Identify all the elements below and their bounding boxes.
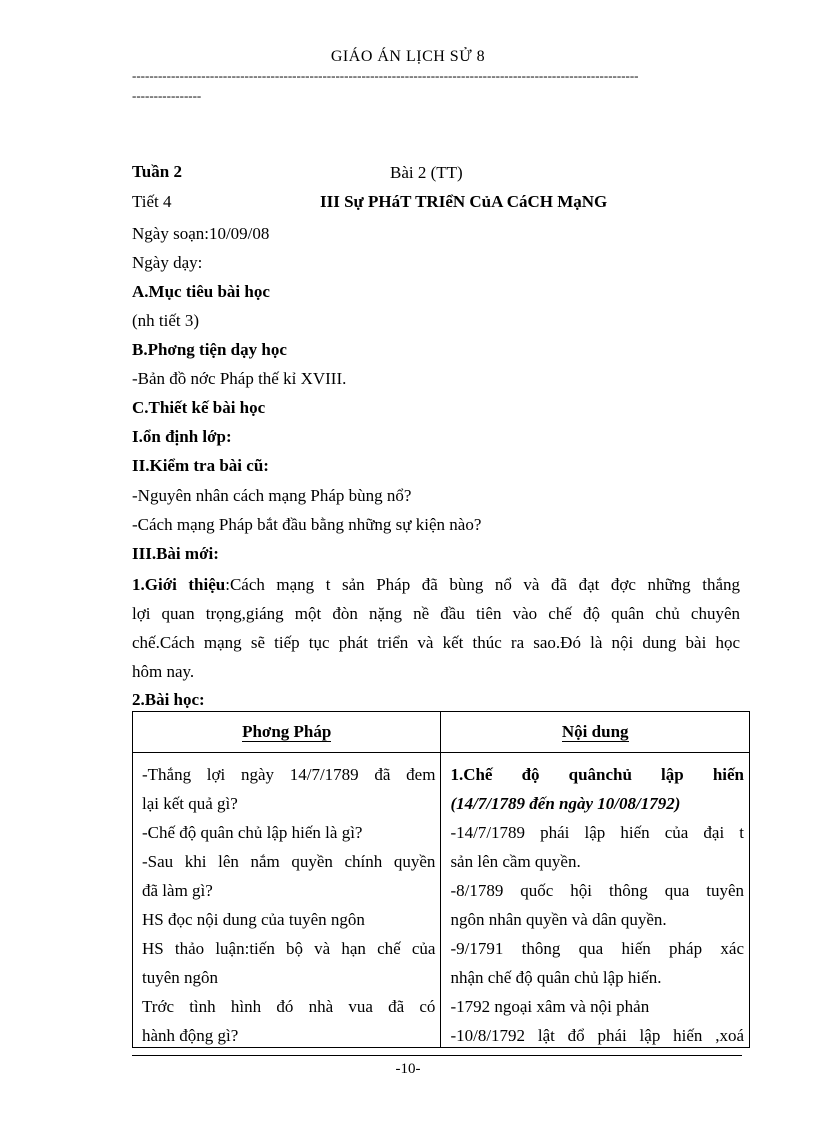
goals-text: (nh tiết 3) — [132, 311, 200, 330]
section-title: III Sự PHáT TRIểN CủA CáCH MạNG — [320, 192, 608, 211]
means-text: -Bản đồ nớc Pháp thế kỉ XVIII. — [132, 369, 347, 388]
content-cell — [441, 753, 750, 1048]
method-line: HS đọc nội dung của tuyên ngôn — [142, 910, 365, 929]
page-number: -10- — [395, 1061, 421, 1077]
review-title: II.Kiểm tra bài cũ: — [132, 456, 269, 475]
content-line: -9/1791 thông qua hiến pháp xác — [450, 939, 744, 958]
content-heading-1: 1.Chế độ quânchủ lập hiến — [450, 765, 744, 784]
intro-text-line-2: lợi quan trọng,giáng một đòn nặng nề đầu tiên vào chế độ quân chủ chuyên — [132, 604, 740, 623]
content-line: sản lên cầm quyền. — [450, 852, 581, 871]
means-title: B.Phơng tiện dạy học — [132, 340, 287, 359]
method-cell — [133, 753, 441, 1048]
teach-date: Ngày dạy: — [132, 253, 203, 272]
table-header-method: Phơng Pháp — [133, 712, 441, 753]
review-question-2: -Cách mạng Pháp bắt đầu bằng những sự kiện nào? — [132, 515, 482, 534]
method-line: Trớc tình hình đó nhà vua đã có — [142, 997, 436, 1016]
intro-text-line-3: chế.Cách mạng sẽ tiếp tục phát triển và kết thúc ra sao.Đó là nội dung bài học — [132, 633, 740, 652]
content-line: -1792 ngoại xâm và nội phản — [450, 997, 650, 1016]
content-line: nhận chế độ quân chủ lập hiến. — [450, 968, 662, 987]
content-heading-2: (14/7/1789 đến ngày 10/08/1792) — [450, 794, 681, 813]
content-line: -14/7/1789 phái lập hiến của đại t — [450, 823, 744, 842]
header-dash-line-2: ---------------- — [132, 88, 202, 103]
table-header-content: Nội dung — [441, 712, 750, 753]
method-line: -Thắng lợi ngày 14/7/1789 đã đem — [142, 765, 436, 784]
header-dash-line-1: --------------------------------------------------------------------------------------------------------------------- — [132, 68, 639, 83]
period-label: Tiết 4 — [132, 192, 172, 211]
content-line: -10/8/1792 lật đổ phái lập hiến ,xoá — [450, 1026, 744, 1045]
lesson-title: 2.Bài học: — [132, 690, 205, 709]
method-line: tuyên ngôn — [142, 968, 219, 987]
intro-text-line-4: hôm nay. — [132, 662, 195, 681]
method-line: lại kết quả gì? — [142, 794, 238, 813]
method-line: hành động gì? — [142, 1026, 239, 1045]
prep-date: Ngày soạn:10/09/08 — [132, 224, 270, 243]
intro-paragraph — [132, 570, 740, 686]
intro-label: 1.Giới thiệu — [132, 575, 226, 594]
method-line: -Sau khi lên nắm quyền chính quyền — [142, 852, 436, 871]
table-row — [133, 753, 750, 1048]
design-title: C.Thiết kế bài học — [132, 398, 266, 417]
footer-rule — [132, 1055, 742, 1056]
method-line: HS thảo luận:tiến bộ và hạn chế của — [142, 939, 436, 958]
method-line: -Chế độ quân chủ lập hiến là gì? — [142, 823, 363, 842]
content-line: ngôn nhân quyền và dân quyền. — [450, 910, 667, 929]
new-lesson-title: III.Bài mới: — [132, 544, 219, 563]
lesson-table — [132, 711, 750, 1048]
intro-text-line-1: :Cách mạng t sản Pháp đã bùng nổ và đã đạt đợc những thắng — [225, 575, 740, 594]
week-label: Tuần 2 — [132, 162, 182, 181]
review-question-1: -Nguyên nhân cách mạng Pháp bùng nổ? — [132, 486, 412, 505]
document-header-title: GIÁO ÁN LỊCH SỬ 8 — [330, 48, 486, 65]
content-line: -8/1789 quốc hội thông qua tuyên — [450, 881, 744, 900]
lesson-label: Bài 2 (TT) — [390, 163, 463, 182]
method-line: đã làm gì? — [142, 881, 213, 900]
goals-title: A.Mục tiêu bài học — [132, 282, 270, 301]
table-header-row — [133, 712, 750, 753]
stabilize-title: I.ổn định lớp: — [132, 427, 232, 446]
